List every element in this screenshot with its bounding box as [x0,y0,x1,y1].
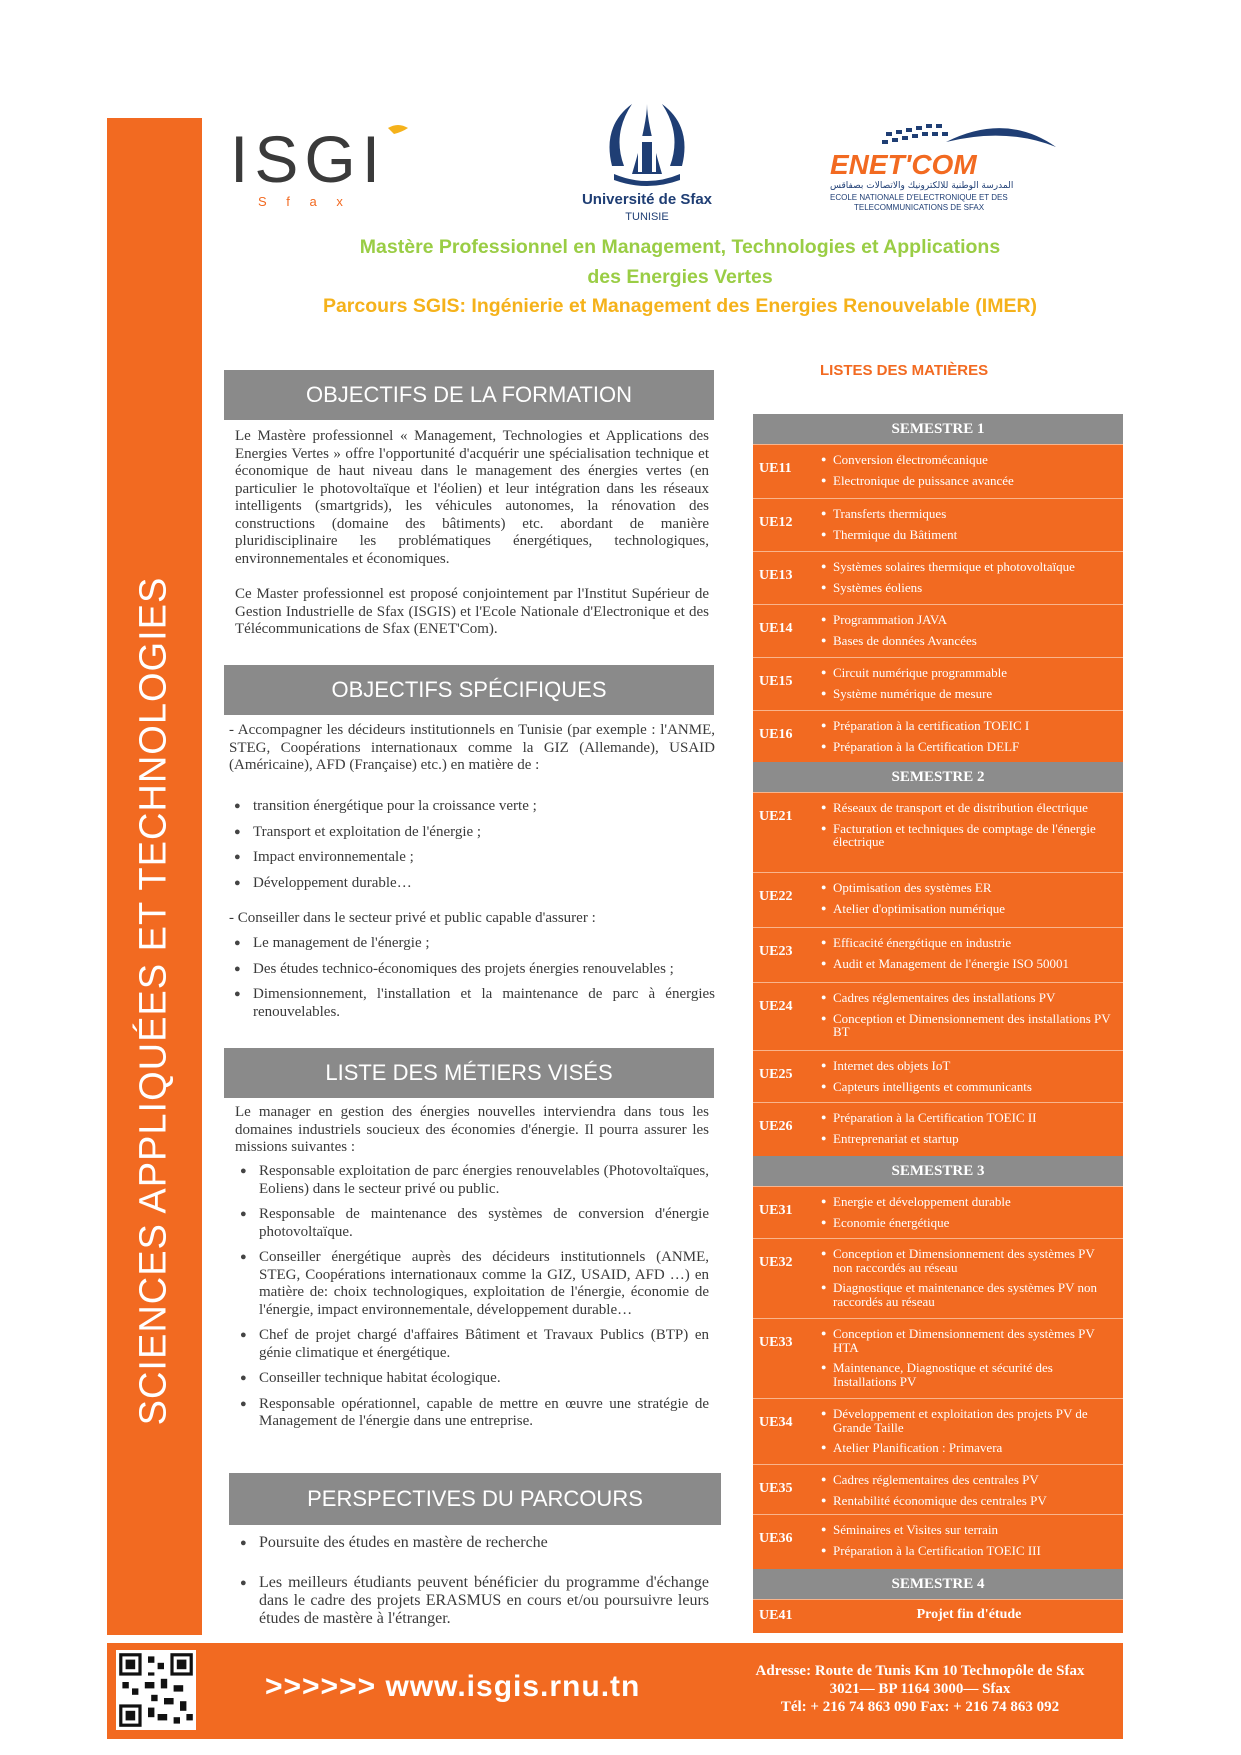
course-item: ● Séminaires et Visites sur terrain [821,1523,1117,1537]
course-item: ● Capteurs intelligents et communicants [821,1080,1117,1094]
sidebar-title: SCIENCES APPLIQUÉES ET TECHNOLOGIES [132,576,175,1426]
ue-code: UE36 [759,1531,793,1546]
course-item: ● Système numérique de mesure [821,687,1117,701]
objectifs-formation-text: Le Mastère professionnel « Management, Technologies et Applications des Energies Vertes » offre l'opportunité d'acquérir une spécialisation technique et économique de haut niveau dans le management des énergies vertes (en particulier le photovoltaïque et l'éolien) et leur intégration dans les réseaux intelligents (smartgrids), les véhicules autonomes, la rénovation des constructions (domaine des bâtiments) etc. abordant de manière pluridisciplinaire les problématiques énergétiques, technologiques, environnementales et économiques. [235,428,709,567]
course-item: ● Maintenance, Diagnostique et sécurité des Installations PV [821,1361,1117,1388]
ue-row [753,657,1123,710]
course-item: ● Atelier d'optimisation numérique [821,902,1117,916]
course-item: ● Facturation et techniques de comptage de l'énergie électrique [821,822,1117,849]
course-item: ● Audit et Management de l'énergie ISO 50001 [821,957,1117,971]
course-item: Projet fin d'étude [916,1607,1022,1622]
metiers-list [235,1163,709,1431]
course-item: ● Cadres réglementaires des centrales PV [821,1473,1117,1487]
ue-row [753,1599,1123,1633]
perspectives-list [235,1534,709,1628]
semester-header: SEMESTRE 2 [753,762,1123,792]
course-item: ● Atelier Planification : Primavera [821,1441,1117,1455]
ue-row [753,604,1123,657]
perspectives-heading: PERSPECTIVES DU PARCOURS [229,1473,721,1525]
course-item: ● Préparation à la Certification DELF [821,740,1117,754]
course-item: ● Economie énergétique [821,1216,1117,1230]
semester-header: SEMESTRE 3 [753,1156,1123,1186]
address-line-3: Tél: + 216 74 863 090 Fax: + 216 74 863 092 [780,1699,1060,1715]
course-item: ● Optimisation des systèmes ER [821,881,1117,895]
list-item: ● Responsable opérationnel, capable de mettre en œuvre une stratégie de Management de l'énergie dans une entreprise. [235,1396,709,1431]
headline-master-cont: des Energies Vertes [587,266,773,288]
ue-row [753,1398,1123,1464]
qr-code[interactable] [116,1650,196,1730]
list-item: ● Conseiller technique habitat écologique. [235,1370,709,1388]
ue-row [753,551,1123,604]
ue-row [753,498,1123,551]
ue-row [753,710,1123,762]
list-item: ● Développement durable… [229,875,715,893]
ue-code: UE33 [759,1335,793,1350]
ue-code: UE12 [759,515,793,530]
matieres-title: LISTES DES MATIÈRES [820,362,989,379]
ue-code: UE34 [759,1415,793,1430]
ue-code: UE21 [759,809,793,824]
course-item: ● Circuit numérique programmable [821,666,1117,680]
enetcom-name: ENET'COM [830,149,977,180]
list-item: ● Le management de l'énergie ; [229,935,715,953]
list-item: ● Impact environnementale ; [229,849,715,867]
ue-code: UE41 [759,1608,793,1623]
list-item: ● transition énergétique pour la croissance verte ; [229,798,715,816]
isgi-logo-sub: S f a x [258,194,351,209]
ue-code: UE16 [759,727,793,742]
course-item: ● Conception et Dimensionnement des installations PV BT [821,1012,1117,1039]
address-line-1: Adresse: Route de Tunis Km 10 Technopôle de Sfax [755,1663,1085,1679]
objectifs-formation-heading: OBJECTIFS DE LA FORMATION [224,370,714,420]
ue-row [753,927,1123,982]
course-item: ● Préparation à la Certification TOEIC III [821,1544,1117,1558]
course-item: ● Programmation JAVA [821,613,1117,627]
course-item: ● Diagnostique et maintenance des systèmes PV non raccordés au réseau [821,1281,1117,1308]
course-item: ● Préparation à la certification TOEIC I [821,719,1117,733]
course-item: ● Développement et exploitation des projets PV de Grande Taille [821,1407,1117,1434]
universite-sfax-logo [552,96,742,226]
objectifs-specifiques-intro: - Accompagner les décideurs institutionnels en Tunisie (par exemple : l'ANME, STEG, Coopérations internationaux comme la GIZ (Allemande), USAID (Américaine), AFD (Française) etc.) en matière de : [229,722,715,773]
matieres-table [753,414,1123,1633]
list-item: ● Les meilleurs étudiants peuvent bénéficier du programme d'échange dans le cadre des projets ERASMUS en cours et/ou poursuivre leurs études de mastère à l'étranger. [235,1574,709,1628]
ue-code: UE13 [759,568,793,583]
ue-code: UE31 [759,1203,793,1218]
ue-code: UE24 [759,999,793,1014]
semester-header: SEMESTRE 4 [753,1569,1123,1599]
course-item: ● Internet des objets IoT [821,1059,1117,1073]
course-item: ● Systèmes solaires thermique et photovoltaïque [821,560,1117,574]
list-item: ● Chef de projet chargé d'affaires Bâtiment et Travaux Publics (BTP) en génie climatique et énergétique. [235,1327,709,1362]
list-item: ● Poursuite des études en mastère de recherche [235,1534,709,1552]
ue-row [753,872,1123,927]
website-link[interactable]: >>>>>> www.isgis.rnu.tn [265,1670,641,1703]
ue-row [753,444,1123,498]
course-item: ● Réseaux de transport et de distribution électrique [821,801,1117,815]
course-item: ● Thermique du Bâtiment [821,528,1117,542]
ue-row [753,1238,1123,1318]
ue-code: UE11 [759,461,792,476]
ue-code: UE32 [759,1255,793,1270]
course-item: ● Systèmes éoliens [821,581,1117,595]
course-item: ● Bases de données Avancées [821,634,1117,648]
enetcom-line2: TELECOMMUNICATIONS DE SFAX [854,203,985,212]
metiers-intro: Le manager en gestion des énergies nouvelles interviendra dans tous les domaines industriels soucieux des économies d'énergie. Il pourra assurer les missions suivantes : [235,1104,709,1155]
ue-code: UE35 [759,1481,793,1496]
address-line-2: 3021— BP 1164 3000— Sfax [829,1681,1011,1697]
list-item: ● Conseiller énergétique auprès des décideurs institutionnels (ANME, STEG, Coopérations internationaux comme la GIZ, USAID, AFD …) en matière de: choix technologiques, exploitation de l'énergie, économie de l'énergie, impact environnementale, développement durable… [235,1249,709,1319]
ue-row [753,1318,1123,1398]
enetcom-line1: ECOLE NATIONALE D'ELECTRONIQUE ET DES [830,193,1008,202]
objectifs-specifiques-list-2 [229,935,715,1021]
headline-parcours: Parcours SGIS: Ingénierie et Management des Energies Renouvelable (IMER) [322,295,1038,317]
list-item: ● Responsable de maintenance des systèmes de conversion d'énergie photovoltaïque. [235,1206,709,1241]
objectifs-specifiques-heading: OBJECTIFS SPÉCIFIQUES [224,665,714,715]
headline-master: Mastère Professionnel en Management, Technologies et Applications [359,236,1001,258]
ue-row [753,1102,1123,1156]
ue-row [753,792,1123,872]
objectifs-specifiques-list-1 [229,798,715,892]
semester-header: SEMESTRE 1 [753,414,1123,444]
ue-code: UE26 [759,1119,793,1134]
ue-row [753,1050,1123,1102]
ue-row [753,1186,1123,1238]
course-item: ● Conversion électromécanique [821,453,1117,467]
universite-country: TUNISIE [625,211,669,223]
list-item: ● Dimensionnement, l'installation et la maintenance de parc à énergies renouvelables. [229,986,715,1021]
list-item: ● Responsable exploitation de parc énergies renouvelables (Photovoltaïques, Eoliens) dans le secteur privé ou public. [235,1163,709,1198]
enetcom-arabic: المدرسة الوطنية للالكترونيك والاتصالات بصفاقس [830,181,1014,191]
ue-code: UE23 [759,944,793,959]
enetcom-logo [826,112,1058,216]
contact-address [720,1662,1120,1716]
objectifs-specifiques-intro-2: - Conseiller dans le secteur privé et public capable d'assurer : [229,910,596,926]
ue-row [753,1464,1123,1514]
objectifs-formation-text-2: Ce Master professionnel est proposé conjointement par l'Institut Supérieur de Gestion Industrielle de Sfax (ISGIS) et l'Ecole Nationale d'Electronique et des Télécommunications de Sfax (ENET'Com). [235,586,709,637]
course-item: ● Rentabilité économique des centrales PV [821,1494,1117,1508]
list-item: ● Transport et exploitation de l'énergie ; [229,824,715,842]
course-item: ● Transferts thermiques [821,507,1117,521]
course-item: ● Conception et Dimensionnement des systèmes PV HTA [821,1327,1117,1354]
ue-code: UE15 [759,674,793,689]
isgi-logo [228,120,443,212]
course-item: ● Conception et Dimensionnement des systèmes PV non raccordés au réseau [821,1247,1117,1274]
course-item: ● Electronique de puissance avancée [821,474,1117,488]
ue-row [753,1514,1123,1569]
course-item: ● Efficacité énergétique en industrie [821,936,1117,950]
course-item: ● Entreprenariat et startup [821,1132,1117,1146]
ue-code: UE14 [759,621,793,636]
list-item: ● Des études technico-économiques des projets énergies renouvelables ; [229,961,715,979]
course-item: ● Cadres réglementaires des installations PV [821,991,1117,1005]
universite-name: Université de Sfax [581,191,713,208]
ue-row [753,982,1123,1050]
course-item: ● Energie et développement durable [821,1195,1117,1209]
ue-code: UE25 [759,1067,793,1082]
metiers-heading: LISTE DES MÉTIERS VISÉS [224,1048,714,1098]
ue-code: UE22 [759,889,793,904]
isgi-logo-text: ISGI [230,122,387,196]
course-item: ● Préparation à la Certification TOEIC II [821,1111,1117,1125]
